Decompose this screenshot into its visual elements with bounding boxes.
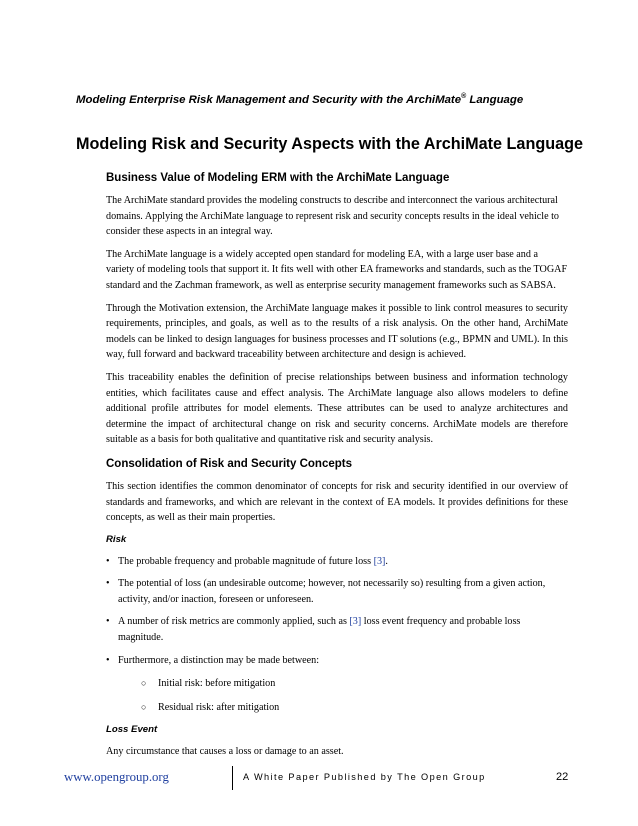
- loss-event-text: Any circumstance that causes a loss or damage to an asset.: [106, 746, 344, 758]
- bullet-icon: •: [106, 555, 110, 567]
- business-value-paragraph-1: The ArchiMate standard provides the modeling constructs to describe and interconnect the various architectural domains. Applying the ArchiMate language to represent risk and security concepts results in the ideal vehicle to consider these aspects in an integral way.: [106, 195, 559, 238]
- risk-sublist-item: [118, 700, 568, 716]
- risk-list-item: [106, 576, 568, 607]
- business-value-heading: Business Value of Modeling ERM with the ArchiMate Language: [106, 172, 450, 184]
- registered-mark: ®: [461, 93, 467, 100]
- footer-divider: [232, 766, 233, 790]
- risk-item-4-text: Furthermore, a distinction may be made between:: [118, 654, 320, 666]
- consolidation-intro: This section identifies the common denominator of concepts for risk and security identified in our overview of standards and frameworks, and which are relevant in the context of EA models. It provides definitions for these concepts, as well as their main properties.: [106, 480, 568, 524]
- consolidation-heading: Consolidation of Risk and Security Concepts: [106, 457, 353, 470]
- bullet-icon: •: [106, 616, 110, 628]
- risk-list-item: [106, 653, 568, 716]
- risk-heading: Risk: [106, 533, 127, 545]
- bullet-icon: •: [106, 578, 110, 590]
- business-value-paragraph-4: This traceability enables the definition of precise relationships between business and information technology entities, which facilitates cause and effect analysis. The ArchiMate language also allows modelers to define additional profile attributes for model elements. These attributes can be used to analyze architectures and determine the impact of architectural change on risk and security concerns. ArchiMate models are therefore suitable as a basis for both qualitative and quantitative risk and security analysis.: [106, 371, 568, 446]
- running-header: [76, 93, 596, 106]
- main-content: [106, 171, 568, 767]
- risk-list-item: [106, 554, 568, 570]
- risk-subitem-2-text: Residual risk: after mitigation: [158, 701, 280, 713]
- running-header-title: Modeling Enterprise Risk Management and Security with the ArchiMate: [76, 93, 462, 106]
- footer-website-link[interactable]: www.opengroup.org: [64, 770, 169, 784]
- risk-item-1-text: The probable frequency and probable magnitude of future loss: [118, 555, 374, 567]
- risk-item-1-end: .: [385, 555, 388, 567]
- risk-item-2-text: The potential of loss (an undesirable outcome; however, not necessarily so) resulting from a given action, activity, and/or inaction, foreseen or unforeseen.: [118, 578, 546, 605]
- footer-publisher-text: A White Paper Published by The Open Group: [243, 772, 486, 782]
- risk-item-3-text: A number of risk metrics are commonly applied, such as: [118, 616, 350, 628]
- page-number: 22: [556, 771, 569, 783]
- loss-event-heading: Loss Event: [106, 724, 158, 736]
- risk-sublist-item: [118, 676, 568, 692]
- business-value-paragraph-2: The ArchiMate language is a widely accepted open standard for modeling EA, with a large user base and a variety of modeling tools that support it. It fits well with other EA frameworks and standards, such as the TOGAF standard and the Zachman framework, as well as enterprise security management frameworks such as SABSA.: [106, 248, 568, 291]
- section-title: Modeling Risk and Security Aspects with the ArchiMate Language: [76, 135, 583, 153]
- risk-subitem-1-text: Initial risk: before mitigation: [158, 678, 276, 690]
- bullet-icon: •: [106, 654, 110, 666]
- circle-bullet-icon: ○: [141, 678, 147, 689]
- circle-bullet-icon: ○: [141, 701, 147, 712]
- business-value-paragraph-3: Through the Motivation extension, the ArchiMate language makes it possible to link control measures to security requirements, principles, and goals, as well as to the results of a risk analysis. On the other hand, ArchiMate models can be linked to design languages for business processes and IT solutions (e.g., BPMN and UML). In this way, full forward and backward traceability between architecture and design is achieved.: [106, 302, 568, 361]
- reference-link[interactable]: [3]: [349, 616, 362, 628]
- risk-list: [106, 554, 568, 716]
- risk-item-3-end: loss event frequency and probable loss magnitude.: [118, 616, 521, 644]
- risk-sublist: [118, 676, 568, 715]
- running-header-title-end: Language: [466, 93, 524, 106]
- reference-link[interactable]: [3]: [373, 555, 386, 567]
- risk-list-item: [106, 614, 568, 645]
